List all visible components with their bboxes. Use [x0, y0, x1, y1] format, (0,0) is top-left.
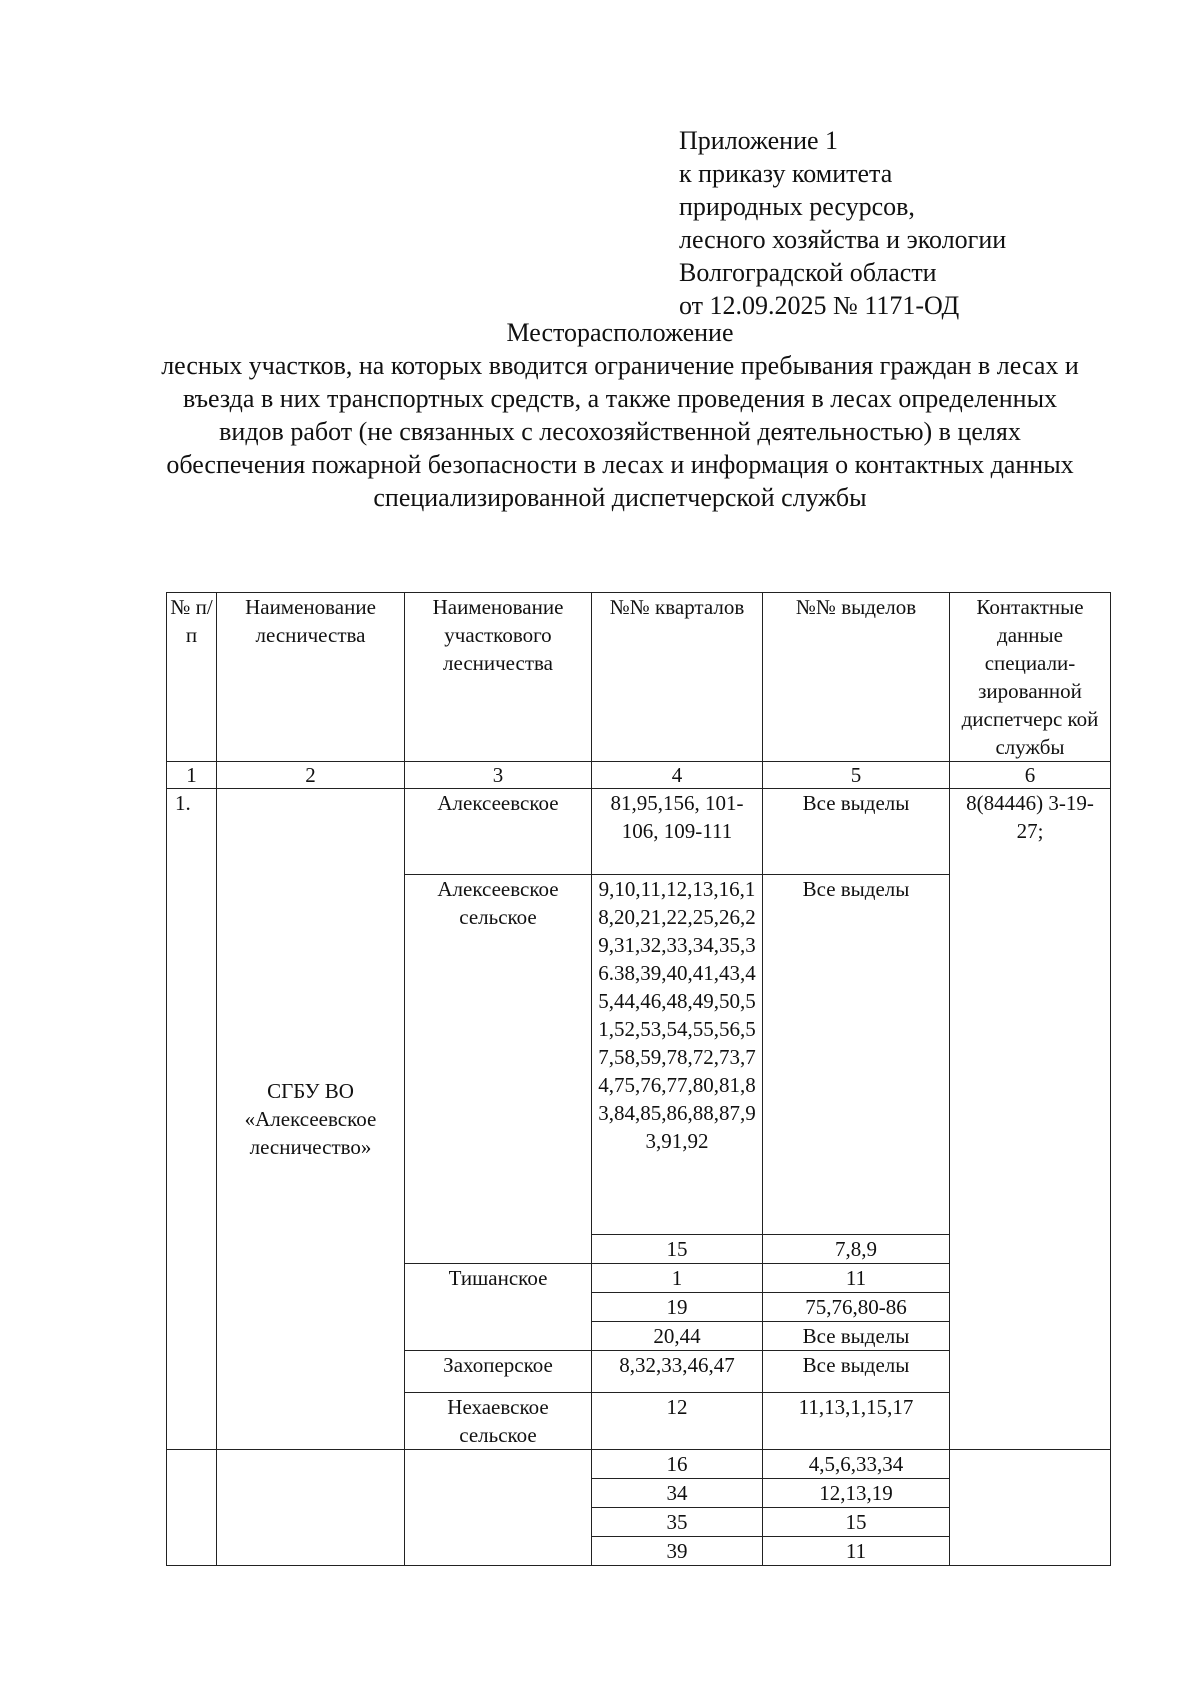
annex-line: Волгоградской области [679, 258, 937, 287]
quarters-cell: 9,10,11,12,13,16,18,20,21,22,25,26,29,31,32,33,34,35,36.38,39,40,41,43,45,44,46,48,49,50,51,52,53,54,55,56,57,58,59,78,72,73,74,75,76,77,80,81,83,84,85,86,88,87,93,91,92 [592, 875, 763, 1235]
annex-block [679, 124, 1006, 322]
plots-cell: 15 [763, 1508, 950, 1537]
contacts-cell: 8(84446) 3-19-27; [950, 789, 1111, 1450]
header-plots: №№ выделов [763, 593, 950, 762]
annex-line: от 12.09.2025 № 1171-ОД [679, 291, 960, 320]
column-number: 1 [167, 762, 217, 789]
forestry-name: СГБУ ВО «Алексеевское лесничество» [217, 789, 405, 1450]
plots-cell: 75,76,80-86 [763, 1293, 950, 1322]
annex-line: лесного хозяйства и экологии [679, 225, 1007, 254]
quarters-cell: 20,44 [592, 1322, 763, 1351]
annex-line: Приложение 1 [679, 126, 839, 155]
header-contacts: Контактные данные специали- зированной диспетчерс кой службы [950, 593, 1111, 762]
plots-cell: Все выделы [763, 1351, 950, 1393]
annex-line: природных ресурсов, [679, 192, 915, 221]
entry-number: 1. [167, 789, 217, 1450]
quarters-cell: 1 [592, 1264, 763, 1293]
quarters-cell: 19 [592, 1293, 763, 1322]
table-row [167, 1450, 1111, 1479]
quarters-cell: 15 [592, 1235, 763, 1264]
header-district: Наименование участкового лесничества [405, 593, 592, 762]
plots-cell: 12,13,19 [763, 1479, 950, 1508]
quarters-cell: 8,32,33,46,47 [592, 1351, 763, 1393]
plots-cell: 11 [763, 1264, 950, 1293]
plots-cell: Все выделы [763, 789, 950, 875]
plots-cell: 4,5,6,33,34 [763, 1450, 950, 1479]
plots-cell: 11,13,1,15,17 [763, 1393, 950, 1450]
column-number: 2 [217, 762, 405, 789]
plots-cell: 7,8,9 [763, 1235, 950, 1264]
district-name: Тишанское [405, 1264, 592, 1351]
district-name: Алексеевское сельское [405, 875, 592, 1264]
quarters-cell: 12 [592, 1393, 763, 1450]
title-block [150, 316, 1090, 514]
header-quarters: №№ кварталов [592, 593, 763, 762]
annex-line: к приказу комитета [679, 159, 893, 188]
document-title: Месторасположение [506, 318, 734, 347]
table-row [167, 789, 1111, 875]
district-name: Захоперское [405, 1351, 592, 1393]
header-number: № п/п [167, 593, 217, 762]
quarters-cell: 34 [592, 1479, 763, 1508]
column-number: 4 [592, 762, 763, 789]
forestry-name-empty [217, 1450, 405, 1566]
header-row [167, 593, 1111, 762]
quarters-cell: 81,95,156, 101-106, 109-111 [592, 789, 763, 875]
quarters-cell: 35 [592, 1508, 763, 1537]
plots-cell: Все выделы [763, 875, 950, 1235]
column-number: 3 [405, 762, 592, 789]
forest-sites-table [166, 592, 1111, 1566]
quarters-cell: 16 [592, 1450, 763, 1479]
district-name-empty [405, 1450, 592, 1566]
contacts-cell-empty [950, 1450, 1111, 1566]
plots-cell: Все выделы [763, 1322, 950, 1351]
column-number: 5 [763, 762, 950, 789]
plots-cell: 11 [763, 1537, 950, 1566]
entry-number-empty [167, 1450, 217, 1566]
column-number: 6 [950, 762, 1111, 789]
column-numbers-row [167, 762, 1111, 789]
district-name: Алексеевское [405, 789, 592, 875]
quarters-cell: 39 [592, 1537, 763, 1566]
header-forestry: Наименование лесничества [217, 593, 405, 762]
district-name: Нехаевское сельское [405, 1393, 592, 1450]
document-subtitle: лесных участков, на которых вводится ограничение пребывания граждан в лесах и въезда в них транспортных средств, а также проведения в лесах определенных видов работ (не связанных с лесохозяйственной деятельностью) в целях обеспечения пожарной безопасности в лесах и информация о контактных данных специализированной диспетчерской службы [161, 351, 1079, 512]
